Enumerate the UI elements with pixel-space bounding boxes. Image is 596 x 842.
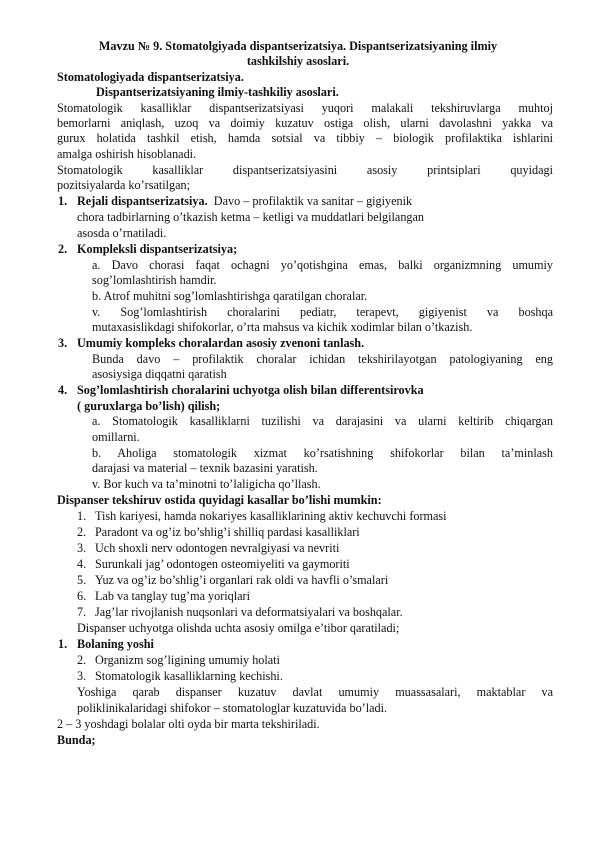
list-item-heading: Umumiy kompleks choralardan asosiy zvenoni tanlash. <box>77 336 365 350</box>
sub-item: omillarni. <box>92 430 140 444</box>
list-number: 4. <box>58 383 68 397</box>
list-number: 3. <box>58 336 68 350</box>
paragraph-line: bemorlarni aniqlash, uzoq va doimiy kuzatuv ostiga olish, ularni davolashni yakka va <box>57 116 553 130</box>
disease-number: 2. <box>77 525 87 539</box>
list-item-text: Davo – profilaktik va sanitar – gigiyenik <box>213 194 413 208</box>
paragraph-line: pozitsiyalarda ko’rsatilgan; <box>57 178 191 192</box>
sub-item: a. Stomatologik kasalliklarni tuzilishi va darajasini va ularni keltirib chiqargan <box>92 414 553 428</box>
paragraph-line: Stomatologik kasalliklar dispantserizatsiyasini asosiy printsiplari quyidagi <box>57 163 553 177</box>
paragraph-line: 2 – 3 yoshdagi bolalar olti oyda bir marta tekshiriladi. <box>57 717 320 731</box>
disease-item: Lab va tanglay tug’ma yoriqlari <box>95 589 250 603</box>
sub-item: mutaxasislikdagi shifokorlar, o’rta mahsus va kichik xodimlar bilan o’tkazish. <box>92 320 473 334</box>
disease-number: 7. <box>77 605 87 619</box>
sub-item: asosiysiga diqqatni qaratish <box>92 367 227 381</box>
document-title: Mavzu № 9. Stomatolgiyada dispantserizatsiya. Dispantserizatsiyaning ilmiy <box>98 39 498 53</box>
disease-number: 3. <box>77 541 87 555</box>
paragraph-line: amalga oshirish hisoblanadi. <box>57 147 197 161</box>
list-item-heading: Kompleksli dispantserizatsiya; <box>77 242 238 256</box>
document-title-continued: tashkilshiy asoslari. <box>246 54 350 68</box>
section-subheading: Dispantserizatsiyaning ilmiy-tashkiliy asoslari. <box>96 85 339 99</box>
list-item <box>77 194 412 209</box>
factor-number: 3. <box>77 669 87 683</box>
list-number: 1. <box>58 194 68 208</box>
list-item-heading: Rejali dispantserizatsiya. <box>77 194 208 208</box>
paragraph-line: poliklinikalaridagi shifokor – stomatologlar kuzatuvida bo’ladi. <box>77 701 388 715</box>
diseases-note: Dispanser uchyotga olishda uchta asosiy omilga e’tibor qaratiladi; <box>77 621 400 635</box>
factor-number: 2. <box>77 653 87 667</box>
paragraph-line: Yoshiga qarab dispanser kuzatuv davlat umumiy muassasalari, maktablar va <box>77 685 553 699</box>
disease-number: 4. <box>77 557 87 571</box>
disease-item: Tish kariyesi, hamda nokariyes kasalliklarining aktiv kechuvchi formasi <box>95 509 447 523</box>
factor-item: Organizm sog’ligining umumiy holati <box>95 653 280 667</box>
list-item-continuation: chora tadbirlarning o’tkazish ketma – ketligi va muddatlari belgilangan <box>77 210 425 224</box>
paragraph-line: gurux holatida tashkil etish, hamda sotsial va tibbiy – biologik profilaktika ishlarini <box>57 131 553 145</box>
factor-number: 1. <box>58 637 68 651</box>
disease-number: 5. <box>77 573 87 587</box>
sub-item: a. Davo chorasi faqat ochagni yo’qotishgina emas, balki organizmning umumiy <box>92 258 553 272</box>
list-item-heading-continued: ( guruxlarga bo’lish) qilish; <box>77 399 221 413</box>
disease-number: 6. <box>77 589 87 603</box>
sub-item: Bunda davo – profilaktik choralar ichidan tekshirilayotgan patologiyaning eng <box>92 352 553 366</box>
section-heading: Stomatologiyada dispantserizatsiya. <box>57 70 244 84</box>
paragraph-line: Stomatologik kasalliklar dispantserizatsiyasi yuqori malakali tekshiruvlarga muhtoj <box>57 101 553 115</box>
list-item-heading: Sog’lomlashtirish choralarini uchyotga olish bilan differentsirovka <box>77 383 424 397</box>
disease-item: Surunkali jag’ odontogen osteomiyeliti va gaymoriti <box>95 557 350 571</box>
sub-item: v. Bor kuch va ta’minotni to’laligicha qo’llash. <box>92 477 321 491</box>
factor-item: Stomatologik kasalliklarning kechishi. <box>95 669 283 683</box>
disease-item: Yuz va og’iz bo’shlig’i organlari rak oldi va havfli o’smalari <box>95 573 389 587</box>
disease-item: Jag’lar rivojlanish nuqsonlari va deformatsiyalari va boshqalar. <box>95 605 403 619</box>
sub-item: b. Atrof muhitni sog’lomlashtirishga qaratilgan choralar. <box>92 289 368 303</box>
sub-item: b. Aholiga stomatologik xizmat ko’rsatishning shifokorlar bilan ta’minlash <box>92 446 553 460</box>
sub-item: v. Sog’lomlashtirish choralarini pediatr, terapevt, gigiyenist va boshqa <box>92 305 553 319</box>
sub-item: darajasi va material – texnik bazasini yaratish. <box>92 461 318 475</box>
sub-item: sog’lomlashtirish hamdir. <box>92 273 217 287</box>
disease-item: Uch shoxli nerv odontogen nevralgiyasi va nevriti <box>95 541 340 555</box>
factor-heading: Bolaning yoshi <box>77 637 154 651</box>
disease-number: 1. <box>77 509 87 523</box>
diseases-heading: Dispanser tekshiruv ostida quyidagi kasallar bo’lishi mumkin: <box>57 493 382 507</box>
list-number: 2. <box>58 242 68 256</box>
closing-label: Bunda; <box>57 733 96 747</box>
list-item-continuation: asosda o’rnatiladi. <box>77 226 167 240</box>
disease-item: Paradont va og’iz bo’shlig’i shilliq pardasi kasalliklari <box>95 525 360 539</box>
